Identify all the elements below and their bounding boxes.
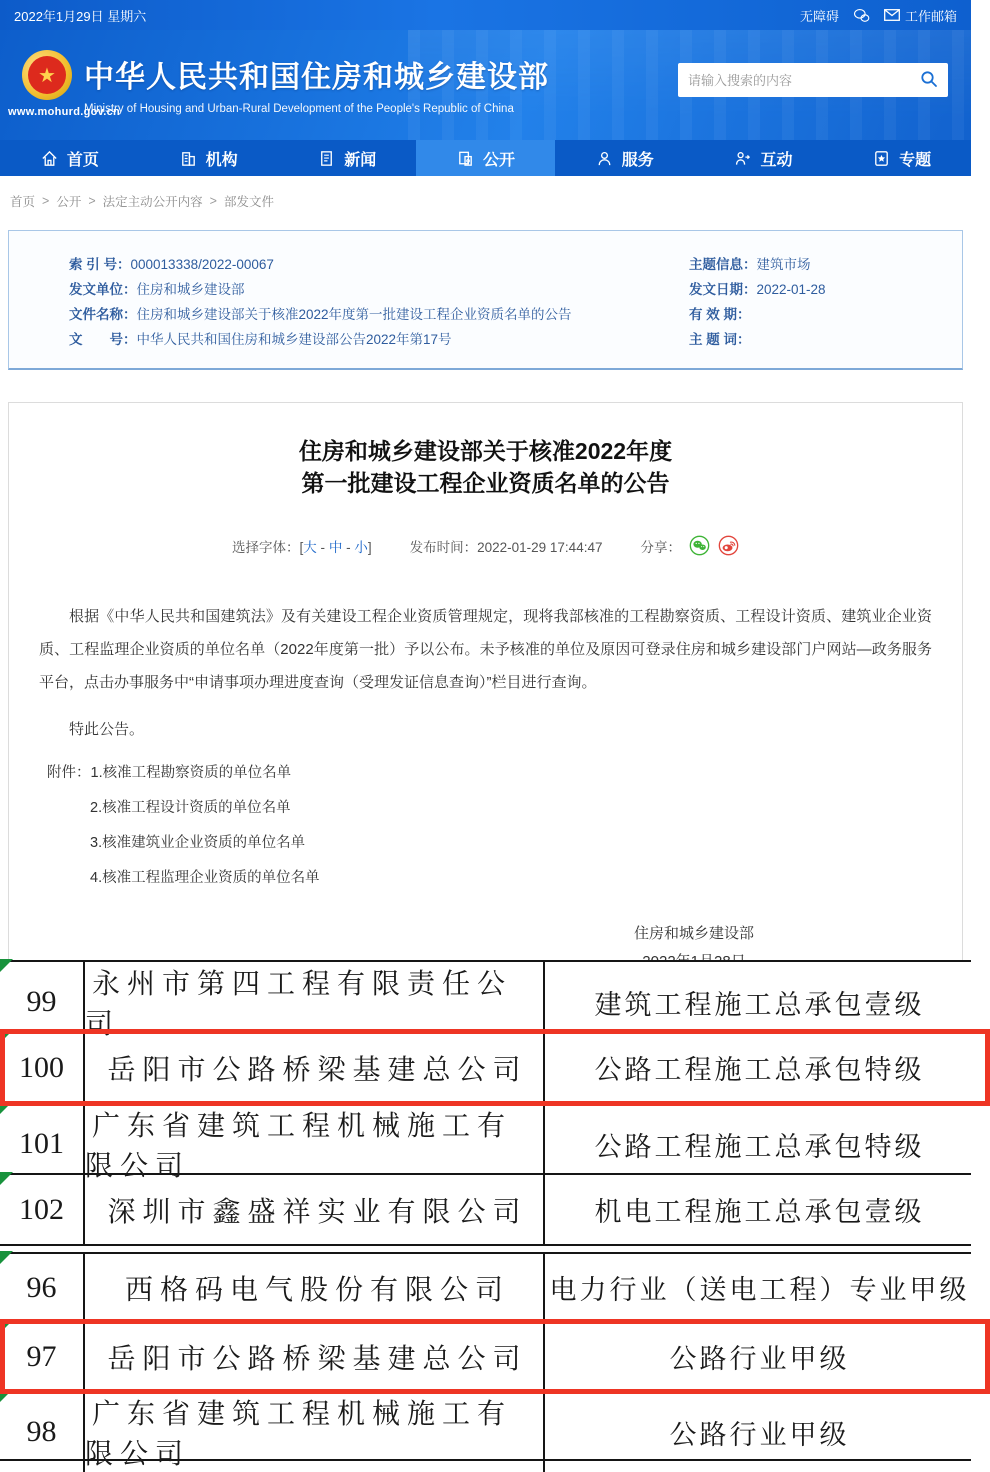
qualification-level: 建筑工程施工总承包壹级 <box>594 989 925 1020</box>
company-name: 西格码电气股份有限公司 <box>85 1254 545 1321</box>
company-name: 广东省建筑工程机械施工有限公司 <box>85 1104 545 1184</box>
attachment-link-2[interactable]: 2.核准工程设计资质的单位名单 <box>90 800 291 816</box>
attachment-link-4[interactable]: 4.核准工程监理企业资质的单位名单 <box>90 870 320 886</box>
main-navigation <box>0 140 971 176</box>
meta-issuing-unit: 发文单位：住房和城乡建设部 <box>69 282 245 297</box>
nav-item-topics[interactable]: 专题 <box>832 140 971 176</box>
row-number: 97 <box>0 1323 85 1390</box>
breadcrumb <box>0 176 971 224</box>
work-mail-link[interactable]: 工作邮箱 <box>884 6 957 25</box>
row-number: 102 <box>0 1175 85 1244</box>
table-row-highlighted <box>0 1323 971 1392</box>
table-row-highlighted <box>0 1033 971 1104</box>
table-row <box>0 1254 971 1323</box>
site-brand[interactable] <box>22 44 549 115</box>
site-url: www.mohurd.gov.cn <box>8 106 121 118</box>
qualification-level: 公路行业甲级 <box>669 1344 850 1374</box>
excel-corner-mark <box>0 1320 13 1333</box>
excel-corner-mark <box>0 1101 13 1114</box>
company-name: 永州市第四工程有限责任公司 <box>85 962 545 1042</box>
qualification-table-construction <box>0 960 971 1246</box>
wechat-icon[interactable] <box>853 8 870 23</box>
top-utility-bar <box>0 0 971 30</box>
nav-item-news[interactable]: 新闻 <box>277 140 416 176</box>
national-emblem-logo: ★ <box>22 50 72 100</box>
attachments-list <box>47 756 962 896</box>
meta-keywords: 主 题 词： <box>689 332 751 347</box>
row-number: 101 <box>0 1104 85 1184</box>
site-title-english: Ministry of Housing and Urban-Rural Development of the People's Republic of China <box>84 103 514 115</box>
excel-corner-mark <box>0 959 13 972</box>
article-closing: 特此公告。 <box>69 721 145 738</box>
nav-item-services[interactable]: 服务 <box>555 140 694 176</box>
qualification-level: 电力行业（送电工程）专业甲级 <box>549 1275 970 1305</box>
announcement-article <box>8 402 963 960</box>
article-title: 住房和城乡建设部关于核准2022年度 第一批建设工程企业资质名单的公告 <box>298 438 673 496</box>
row-number: 100 <box>0 1033 85 1102</box>
publish-time: 发布时间：2022-01-29 17:44:47 <box>409 539 603 555</box>
attachment-link-1[interactable]: 1.核准工程勘察资质的单位名单 <box>90 765 292 781</box>
site-search <box>678 63 948 97</box>
qualification-level: 机电工程施工总承包壹级 <box>594 1197 925 1227</box>
attachment-link-3[interactable]: 3.核准建筑业企业资质的单位名单 <box>90 835 306 851</box>
topbar-links <box>800 6 957 25</box>
article-paragraph: 根据《中华人民共和国建筑法》及有关建设工程企业资质管理规定，现将我部核准的工程勘察资质、工程设计资质、建筑业企业资质、工程监理企业资质的单位名单（2022年度第一批）予以公布。未予核准的单位及原因可登录住房和城乡建设部门户网站—政务服务平台，点击办事服务中“申请事项办理进度查询（受理发证信息查询）”栏目进行查询。 <box>39 608 932 691</box>
table-row <box>0 1392 971 1470</box>
breadcrumb-separator: > <box>209 194 217 208</box>
font-size-medium[interactable]: 中 <box>328 539 343 555</box>
article-meta-row <box>9 535 962 556</box>
document-metadata-panel <box>8 230 963 370</box>
company-name: 广东省建筑工程机械施工有限公司 <box>85 1392 545 1472</box>
meta-document-name: 文件名称：住房和城乡建设部关于核准2022年度第一批建设工程企业资质名单的公告 <box>69 307 572 322</box>
meta-topic-info: 主题信息：建筑市场 <box>689 257 811 272</box>
spacer <box>0 370 971 402</box>
font-size-large[interactable]: 大 <box>303 539 317 555</box>
mail-icon <box>884 9 900 21</box>
breadcrumb-separator: > <box>42 194 50 208</box>
meta-document-number: 文 号：中华人民共和国住房和城乡建设部公告2022年第17号 <box>69 332 452 347</box>
qualification-level: 公路工程施工总承包特级 <box>594 1131 925 1162</box>
font-size-selector: 选择字体：[大 - 中 - 小] <box>232 539 372 555</box>
breadcrumb-ministry-documents[interactable]: 部发文件 <box>223 195 274 209</box>
breadcrumb-home[interactable]: 首页 <box>10 195 36 209</box>
nav-item-home[interactable]: 首页 <box>0 140 139 176</box>
current-date: 2022年1月29日 星期六 <box>14 8 147 24</box>
breadcrumb-disclosure[interactable]: 公开 <box>56 195 82 209</box>
share-weibo-icon[interactable] <box>718 535 739 556</box>
search-button[interactable] <box>918 68 940 93</box>
font-size-small[interactable]: 小 <box>354 539 368 555</box>
table-row <box>0 1175 971 1246</box>
breadcrumb-statutory-content[interactable]: 法定主动公开内容 <box>102 195 203 209</box>
disclosure-icon <box>456 149 475 168</box>
news-icon <box>317 149 336 168</box>
qualification-table-design <box>0 1252 971 1470</box>
table-row <box>0 1104 971 1182</box>
excel-corner-mark <box>0 1172 13 1185</box>
company-name: 岳阳市公路桥梁基建总公司 <box>85 1033 545 1102</box>
site-title: 中华人民共和国住房和城乡建设部 <box>84 61 549 94</box>
table-row <box>0 962 971 1040</box>
interaction-icon <box>733 149 752 168</box>
building-icon <box>179 149 198 168</box>
nav-item-disclosure[interactable]: 公开 <box>416 140 555 176</box>
topic-star-icon <box>872 149 891 168</box>
excel-corner-mark <box>0 1389 13 1402</box>
qualification-level: 公路行业甲级 <box>669 1419 850 1450</box>
meta-index-number: 索 引 号：000013338/2022-00067 <box>69 257 274 272</box>
nav-item-interaction[interactable]: 互动 <box>694 140 833 176</box>
meta-validity: 有 效 期： <box>689 307 751 322</box>
search-input[interactable] <box>688 73 918 88</box>
service-icon <box>595 149 614 168</box>
row-number: 98 <box>0 1392 85 1472</box>
qualification-level: 公路工程施工总承包特级 <box>594 1055 925 1085</box>
signature-org: 住房和城乡建设部 <box>633 925 754 942</box>
accessibility-link[interactable]: 无障碍 <box>799 8 839 24</box>
nav-item-org[interactable]: 机构 <box>139 140 278 176</box>
row-number: 96 <box>0 1254 85 1321</box>
excel-corner-mark <box>0 1251 13 1264</box>
row-number: 99 <box>0 962 85 1042</box>
search-icon <box>920 70 938 91</box>
company-name: 岳阳市公路桥梁基建总公司 <box>85 1323 545 1390</box>
share-wechat-icon[interactable] <box>689 535 710 556</box>
breadcrumb-separator: > <box>88 194 96 208</box>
article-body <box>39 600 932 746</box>
home-icon <box>40 149 59 168</box>
excel-corner-mark <box>0 1030 13 1043</box>
company-name: 深圳市鑫盛祥实业有限公司 <box>85 1175 545 1244</box>
meta-issue-date: 发文日期：2022-01-28 <box>689 282 826 297</box>
site-masthead <box>0 30 971 140</box>
share-label: 分享： <box>640 539 681 555</box>
attachments-label: 附件： <box>47 765 91 781</box>
